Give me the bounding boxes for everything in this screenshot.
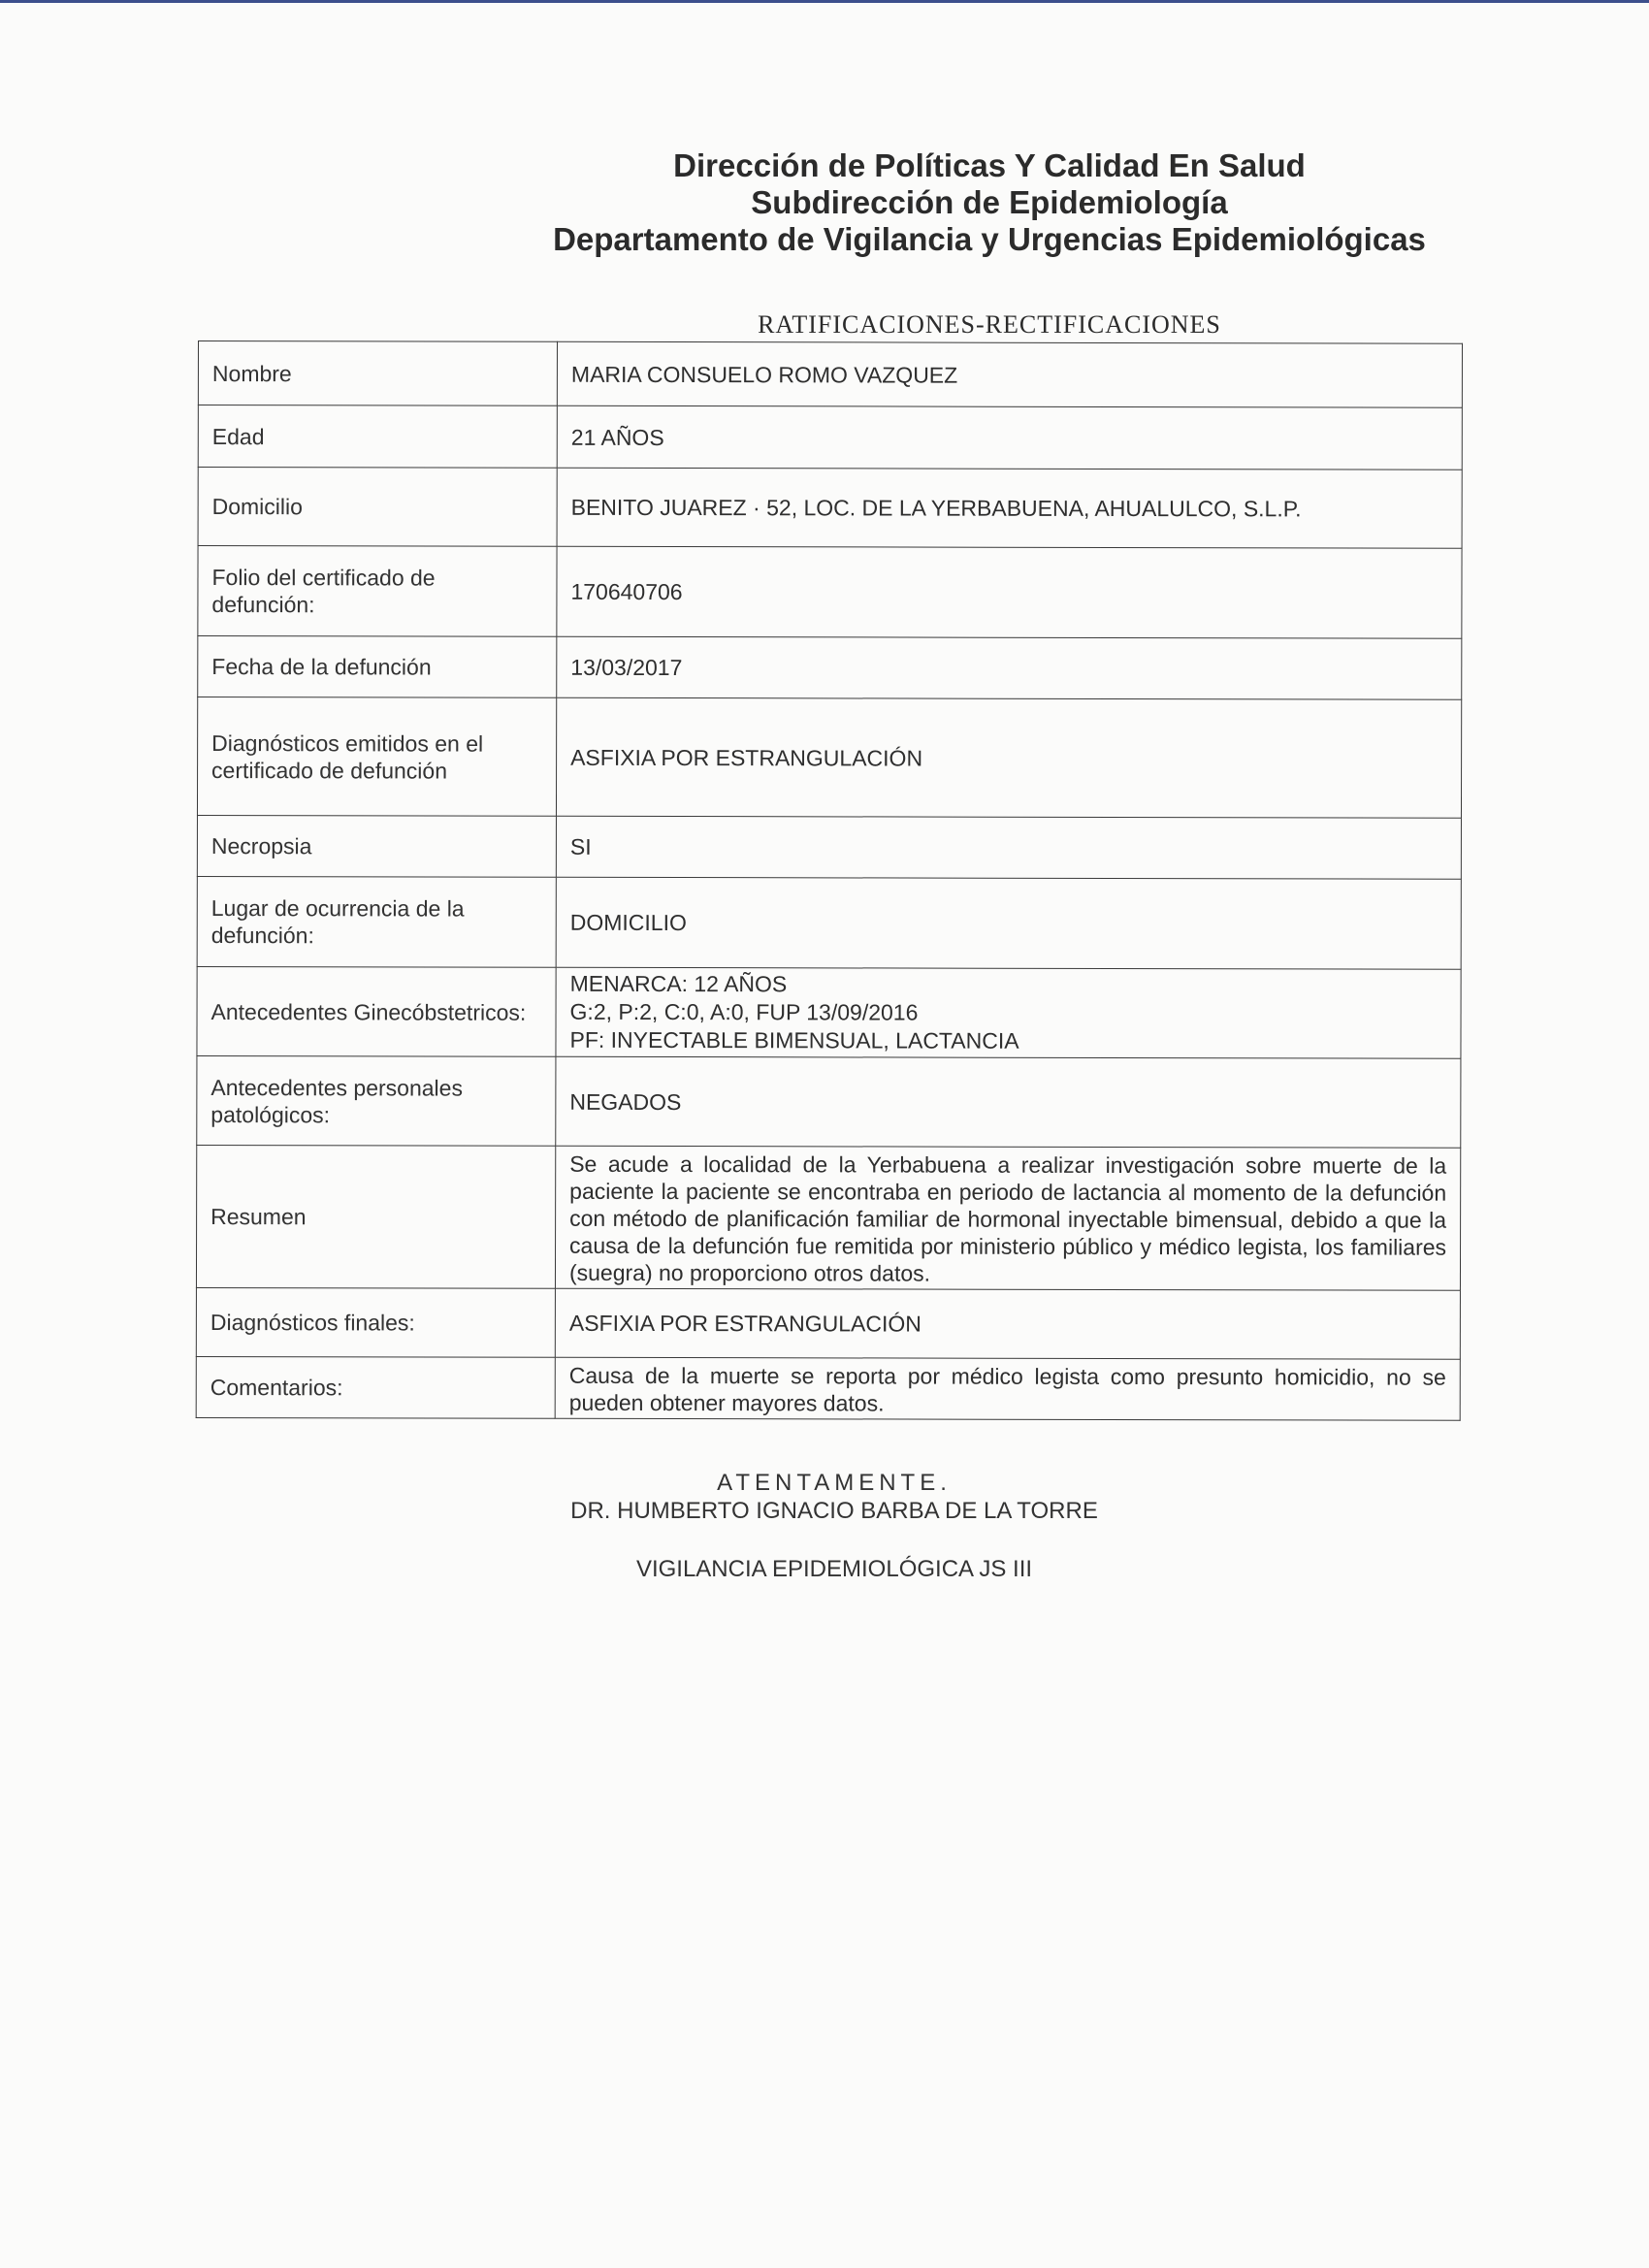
form-title: RATIFICACIONES-RECTIFICACIONES — [758, 310, 1221, 339]
table-row-necropsia — [197, 816, 1461, 880]
value-diagnosticos-finales: ASFIXIA POR ESTRANGULACIÓN — [555, 1288, 1460, 1359]
gineco-line-menarca: MENARCA: 12 AÑOS — [569, 970, 788, 997]
table-row-nombre — [198, 341, 1462, 408]
value-folio: 170640706 — [557, 546, 1462, 638]
label-comentarios: Comentarios: — [196, 1356, 555, 1418]
label-personales: Antecedentes personales patológicos: — [197, 1055, 556, 1146]
table-row-lugar — [197, 876, 1461, 969]
closing-atentamente: ATENTAMENTE. — [717, 1470, 952, 1496]
value-edad: 21 AÑOS — [557, 405, 1462, 470]
value-diagnosticos-certificado: ASFIXIA POR ESTRANGULACIÓN — [556, 697, 1461, 818]
table-row-fecha — [198, 636, 1462, 700]
page-top-edge — [0, 0, 1649, 3]
gineco-line-planificacion: PF: INYECTABLE BIMENSUAL, LACTANCIA — [569, 1026, 1019, 1053]
value-fecha: 13/03/2017 — [557, 636, 1462, 699]
table-row-diagnosticos-certificado — [197, 697, 1461, 819]
header-line-direccion: Dirección de Políticas Y Calidad En Salud — [673, 147, 1306, 183]
header-line-subdireccion: Subdirección de Epidemiología — [751, 184, 1228, 220]
table-row-comentarios — [196, 1356, 1460, 1420]
signatory-name: DR. HUMBERTO IGNACIO BARBA DE LA TORRE — [570, 1498, 1098, 1524]
value-personales: NEGADOS — [556, 1056, 1461, 1148]
value-resumen: Se acude a localidad de la Yerbabuena a realizar investigación sobre muerte de la paciente la paciente se encontraba en periodo de lactancia al momento de la defunción con método de planificación familiar de hormonal inyectable bimensual, debido a que la causa de la defunción fue remitida por ministerio público y médico legista, los familiares (suegra) no proporciono otros datos. — [555, 1146, 1460, 1290]
label-fecha: Fecha de la defunción — [198, 636, 557, 698]
death-record-table — [196, 340, 1463, 1421]
gineco-line-gestas: G:2, P:2, C:0, A:0, FUP 13/09/2016 — [569, 998, 919, 1025]
label-folio: Folio del certificado de defunción: — [198, 546, 557, 637]
table-row-personales — [197, 1055, 1461, 1148]
document-header — [524, 147, 1455, 258]
table-row-diagnosticos-finales — [196, 1287, 1460, 1359]
label-diagnosticos-certificado: Diagnósticos emitidos en el certificado de defunción — [197, 697, 556, 817]
table-row-folio — [198, 546, 1462, 639]
value-gineco — [556, 967, 1461, 1058]
table-row-domicilio — [198, 468, 1462, 549]
value-comentarios: Causa de la muerte se reporta por médico legista como presunto homicidio, no se pueden obtener mayores datos. — [555, 1357, 1460, 1420]
value-lugar: DOMICILIO — [556, 877, 1461, 969]
value-necropsia: SI — [556, 816, 1461, 879]
signatory-unit: VIGILANCIA EPIDEMIOLÓGICA JS III — [635, 1556, 1033, 1582]
label-lugar: Lugar de ocurrencia de la defunción: — [197, 876, 556, 967]
label-nombre: Nombre — [198, 341, 557, 406]
table-row-gineco — [197, 966, 1461, 1058]
value-nombre: MARIA CONSUELO ROMO VAZQUEZ — [557, 341, 1462, 407]
value-domicilio: BENITO JUAREZ · 52, LOC. DE LA YERBABUENA, AHUALULCO, S.L.P. — [557, 468, 1462, 548]
table-row-edad — [198, 405, 1462, 470]
label-domicilio: Domicilio — [198, 468, 557, 547]
table-row-resumen — [196, 1145, 1460, 1290]
label-diagnosticos-finales: Diagnósticos finales: — [196, 1287, 555, 1357]
label-necropsia: Necropsia — [197, 816, 556, 878]
header-line-departamento: Departamento de Vigilancia y Urgencias Epidemiológicas — [553, 221, 1426, 257]
label-resumen: Resumen — [196, 1145, 555, 1288]
label-gineco: Antecedentes Ginecóbstetricos: — [197, 966, 556, 1056]
label-edad: Edad — [198, 405, 557, 469]
